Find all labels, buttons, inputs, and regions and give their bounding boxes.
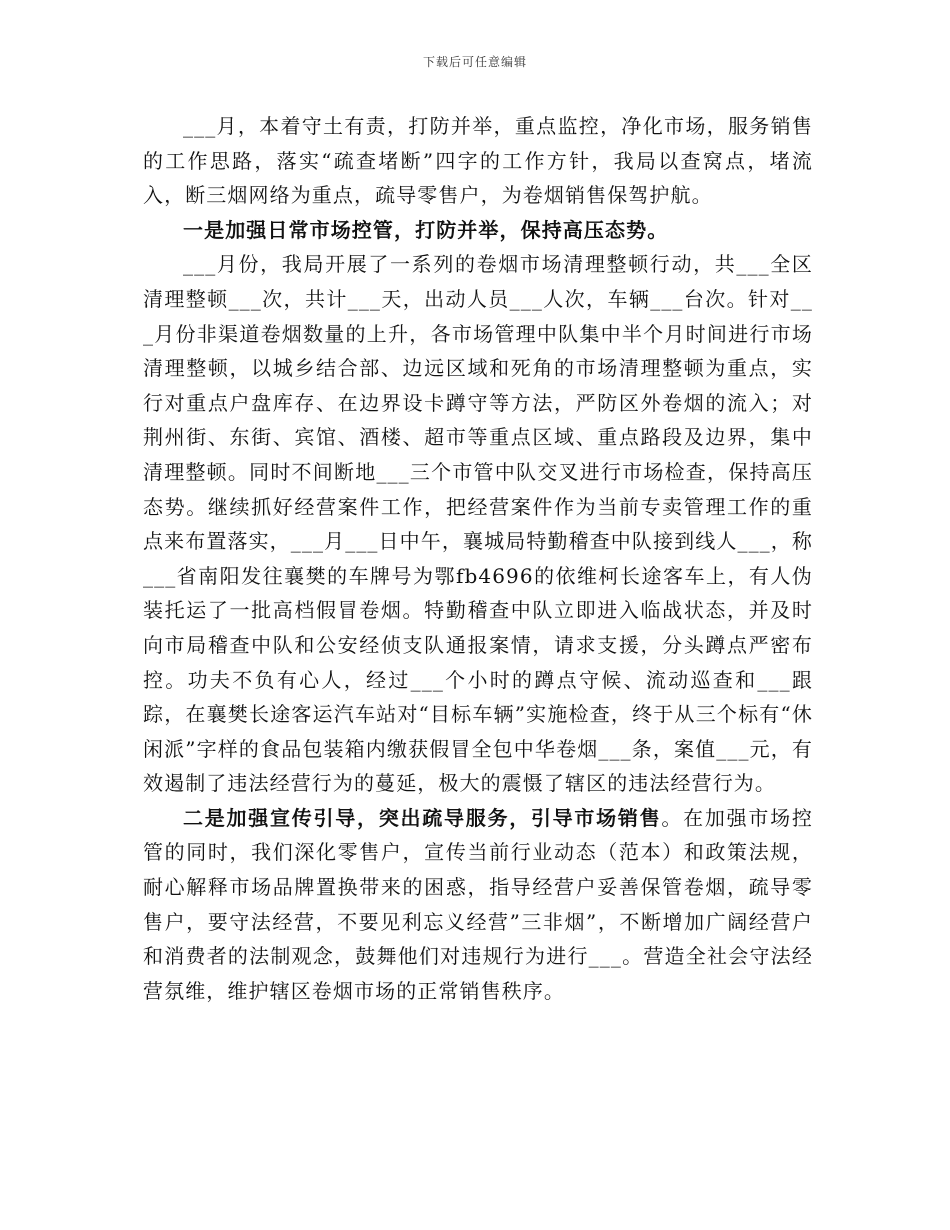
section-two-text: 。在加强市场控管的同时，我们深化零售户，宣传当前行业动态（范本）和政策法规，耐心解释市场品牌置换带来的困惑，指导经营户妥善保管卷烟，疏导零售户，要守法经营，不要见利忘义经营”三非烟”，不断增加广阔经营户和消费者的法制观念，鼓舞他们对违规行为进行___。营造全社会守法经营氛维，维护辖区卷烟市场的正常销售秩序。 [143,805,813,1003]
section-one-paragraph: ___月份，我局开展了一系列的卷烟市场清理整顿行动，共___全区清理整顿___次，共计___天，出动人员___人次，车辆___台次。针对___月份非渠道卷烟数量的上升，各市场管理中队集中半个月时间进行市场清理整顿，以城乡结合部、边远区域和死角的市场清理整顿为重点，实行对重点户盘库存、在边界设卡蹲守等方法，严防区外卷烟的流入；对荆州街、东街、宾馆、酒楼、超市等重点区域、重点路段及边界，集中清理整顿。同时不间断地___三个市管中队交叉进行市场检查，保持高压态势。继续抓好经营案件工作，把经营案件作为当前专卖管理工作的重点来布置落实，___月___日中午，襄城局特勤稽查中队接到线人___，称___省南阳发往襄樊的车牌号为鄂fb4696的依维柯长途客车上，有人伪装托运了一批高档假冒卷烟。特勤稽查中队立即进入临战状态，并及时向市局稽查中队和公安经侦支队通报案情，请求支援，分头蹲点严密布控。功夫不负有心人，经过___个小时的蹲点守候、流动巡查和___跟踪，在襄樊长途客运汽车站对“目标车辆”实施检查，终于从三个标有“休闲派”字样的食品包装箱内缴获假冒全包中华卷烟___条，案值___元，有效遏制了违法经营行为的蔓延，极大的震慑了辖区的违法经营行为。 [143,252,813,796]
section-one-heading: 一是加强日常市场控管，打防并举，保持高压态势。 [183,217,669,242]
download-note: 下载后可任意编辑 [422,55,527,69]
section-two-heading: 二是加强宣传引导，突出疏导服务，引导市场销售 [183,805,662,830]
document-body [143,109,813,1008]
section-two-paragraph [143,801,813,1009]
intro-paragraph: ___月，本着守土有责，打防并举，重点监控，净化市场，服务销售的工作思路，落实“疏查堵断”四字的工作方针，我局以查窝点，堵流入，断三烟网络为重点，疏导零售户，为卷烟销售保驾护航。 [143,114,813,208]
